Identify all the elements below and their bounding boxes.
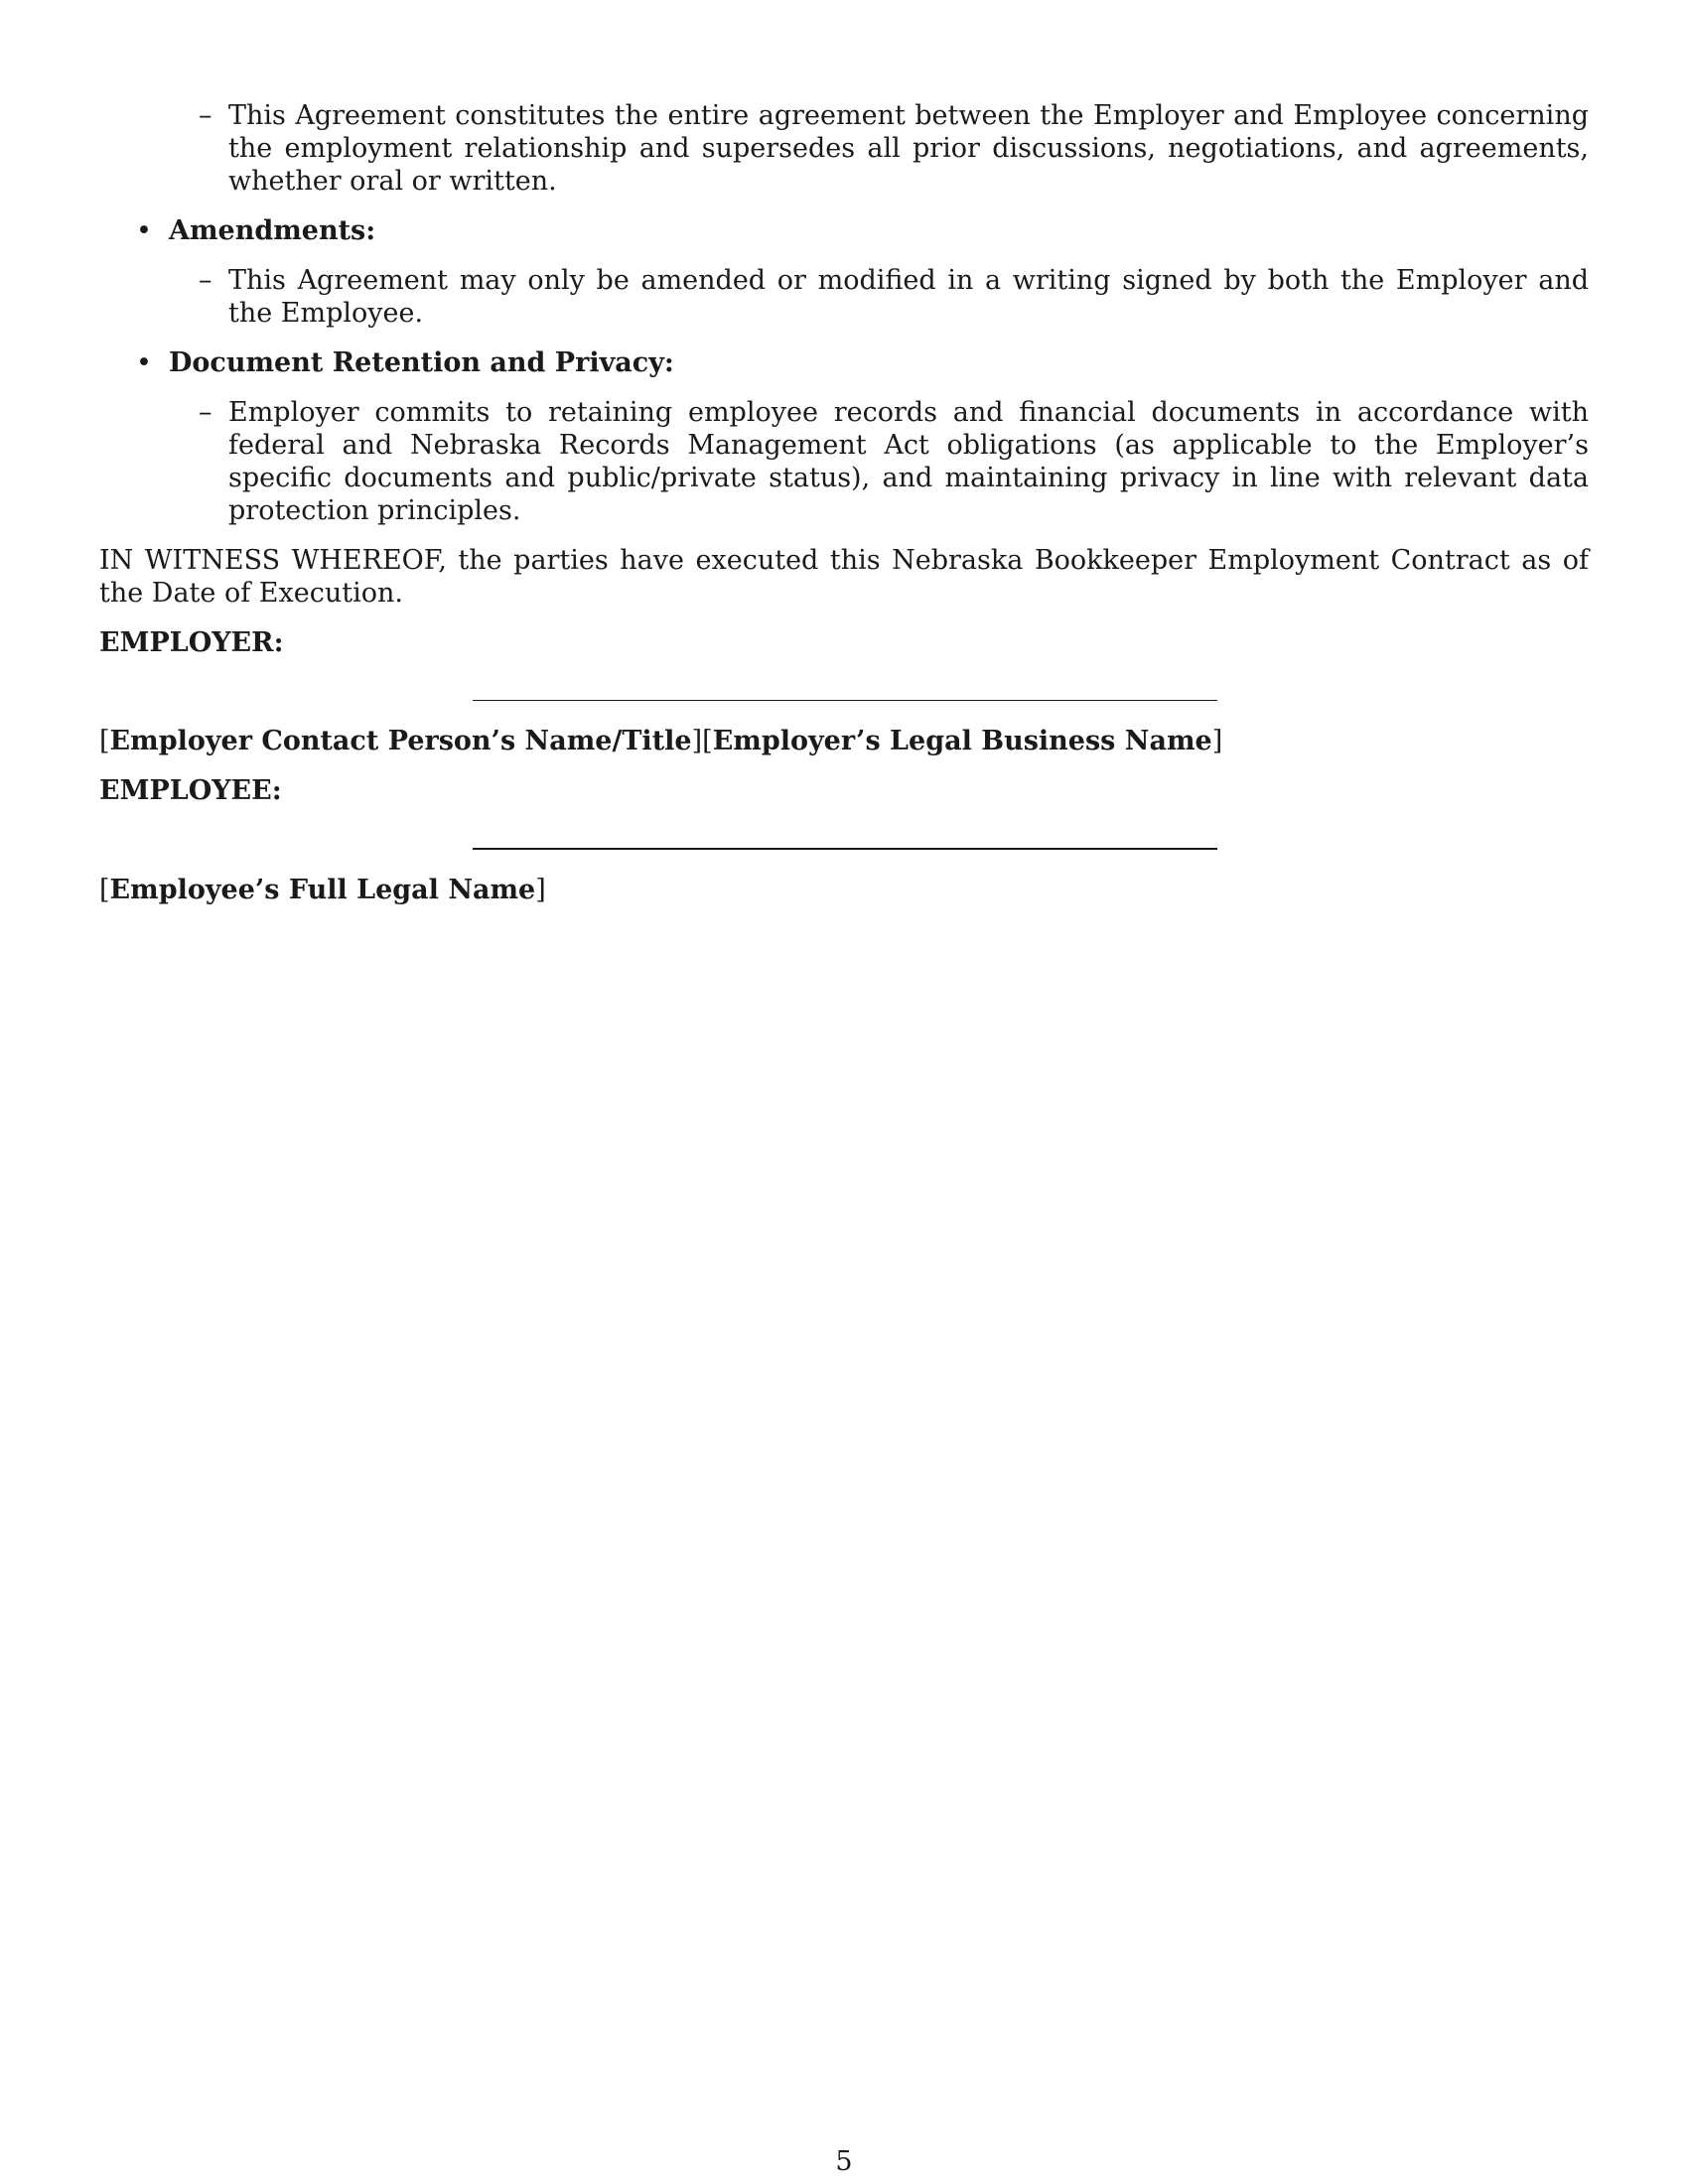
document-retention-item <box>199 396 1589 527</box>
employer-names: [Employer Contact Person’s Name/Title][Employer’s Legal Business Name] <box>99 726 1223 756</box>
witness-paragraph: IN WITNESS WHEREOF, the parties have executed this Nebraska Bookkeeper Employment Contract as of the Date of Execution. <box>99 545 1589 609</box>
dash-marker: – <box>199 397 212 428</box>
employee-names: [Employee’s Full Legal Name] <box>99 875 546 905</box>
dash-marker: – <box>199 100 212 131</box>
entire-agreement-item <box>199 99 1589 198</box>
amendments-text: This Agreement may only be amended or modified in a writing signed by both the Employer and the Employee. <box>228 265 1589 329</box>
employee-label: EMPLOYEE: <box>99 775 282 806</box>
employee-name-placeholder: Employee’s Full Legal Name <box>109 875 536 905</box>
amendments-heading-text: Amendments: <box>169 215 376 246</box>
amendments-item <box>199 264 1589 330</box>
employer-label: EMPLOYER: <box>99 627 284 658</box>
employer-contact-placeholder: Employer Contact Person’s Name/Title <box>109 726 692 756</box>
document-page <box>99 99 1589 906</box>
document-retention-text: Employer commits to retaining employee records and financial documents in accordance with federal and Nebraska Records Management Act obligations (as applicable to the Employer’s specific documents and public/private status), and maintaining privacy in line with relevant data protection principles. <box>228 397 1589 526</box>
entire-agreement-text: This Agreement constitutes the entire agreement between the Employer and Employee concerning the employment relationship and supersedes all prior discussions, negotiations, and agreements, whether oral or written. <box>228 100 1589 197</box>
employer-business-placeholder: Employer’s Legal Business Name <box>712 726 1212 756</box>
document-retention-heading-text: Document Retention and Privacy: <box>169 347 674 378</box>
page-number: 5 <box>835 2146 853 2177</box>
dash-marker: – <box>199 265 212 296</box>
bullet-marker: • <box>136 215 152 246</box>
bullet-marker: • <box>136 347 152 378</box>
employee-signature-line <box>473 848 1217 850</box>
amendments-heading <box>136 214 1589 247</box>
employer-signature-line <box>473 700 1217 701</box>
document-retention-heading <box>136 346 1589 379</box>
